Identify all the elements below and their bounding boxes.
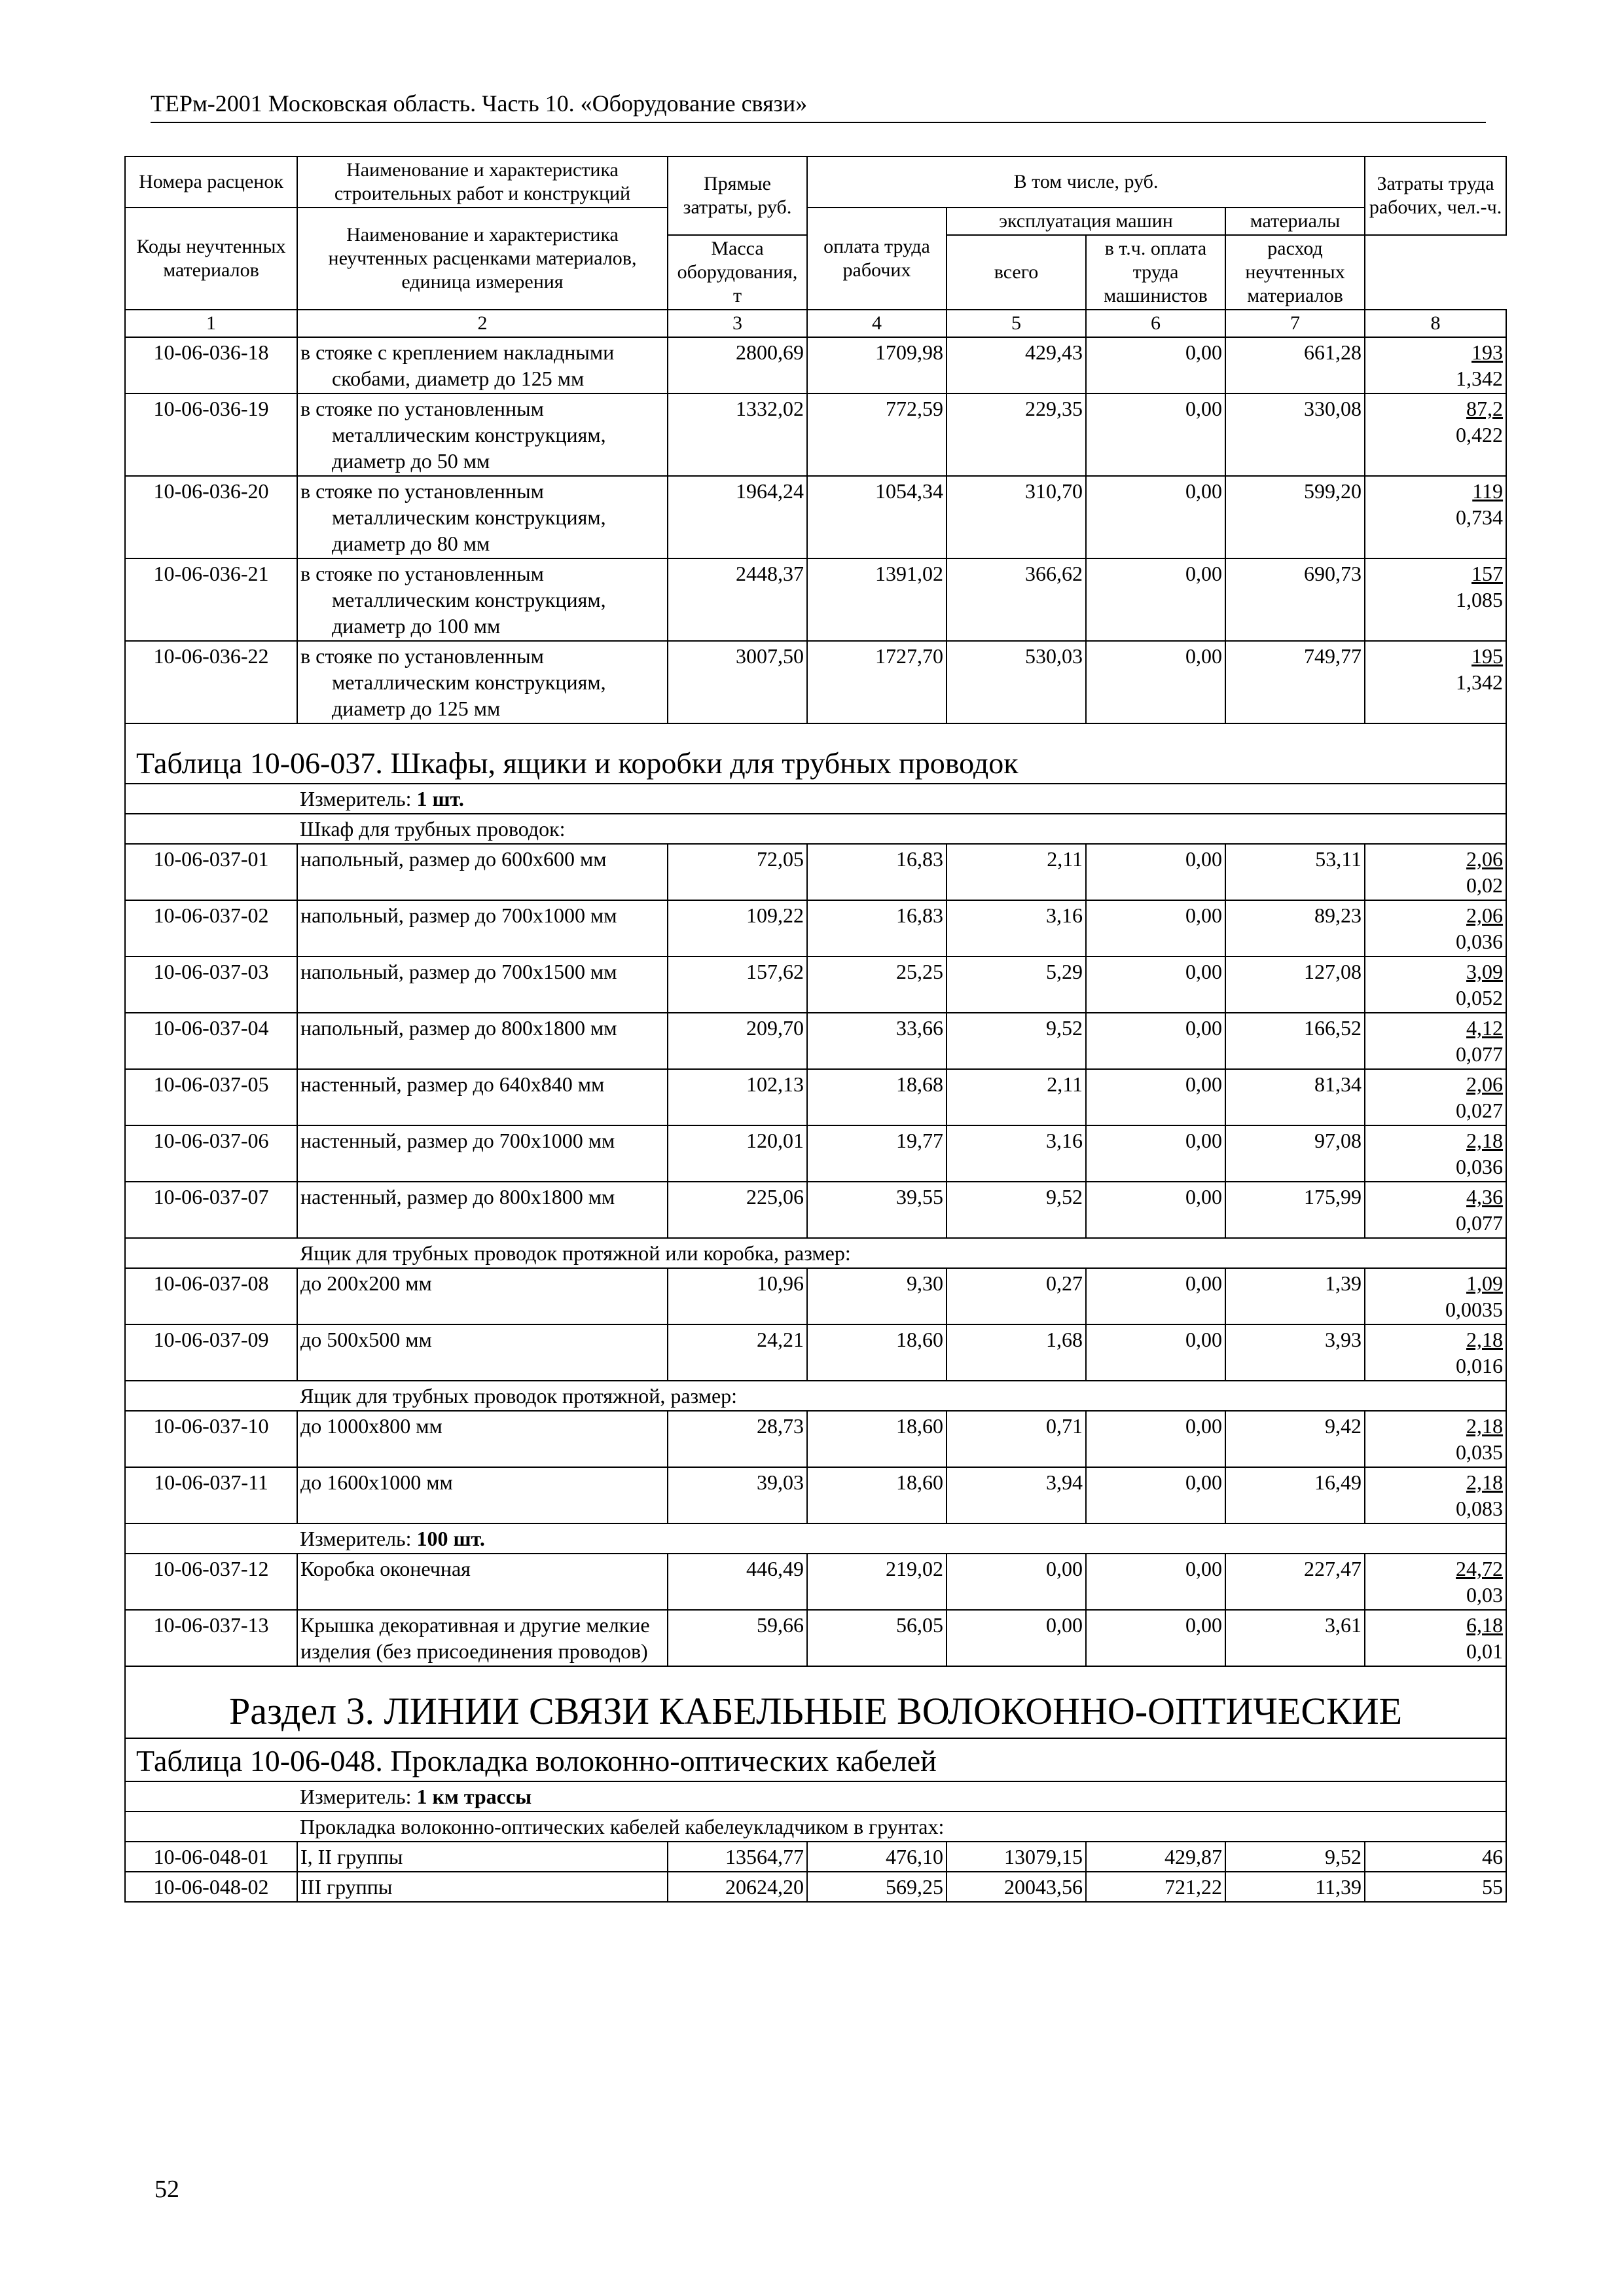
equipment-mass: 0,016	[1456, 1354, 1504, 1377]
col-header-materials: материалы	[1225, 208, 1365, 235]
direct-costs: 28,73	[668, 1411, 807, 1467]
table-037-body-terminal	[125, 1554, 1506, 1666]
labor-hours: 119	[1472, 479, 1504, 503]
driver-pay: 0,00	[1086, 1411, 1225, 1467]
labor-hours-cell	[1365, 957, 1506, 1013]
work-name: I, II группы	[297, 1842, 668, 1872]
rate-code: 10-06-037-08	[125, 1268, 297, 1324]
work-name: до 500х500 мм	[297, 1324, 668, 1381]
page-header: ТЕРм-2001 Московская область. Часть 10. «Оборудование связи»	[151, 90, 1486, 123]
driver-pay: 0,00	[1086, 1069, 1225, 1125]
rate-code: 10-06-036-22	[125, 641, 297, 723]
worker-pay: 18,60	[807, 1411, 947, 1467]
worker-pay: 1054,34	[807, 476, 947, 558]
table-row	[125, 1842, 1506, 1872]
group-heading: Ящик для трубных проводок протяжной или коробка, размер:	[125, 1238, 1506, 1268]
driver-pay: 0,00	[1086, 1467, 1225, 1523]
equipment-mass: 0,036	[1456, 930, 1504, 953]
rate-code: 10-06-037-03	[125, 957, 297, 1013]
machines-total: 9,52	[947, 1182, 1086, 1238]
machines-total: 3,94	[947, 1467, 1086, 1523]
col-number: 7	[1225, 310, 1365, 337]
machines-total: 366,62	[947, 558, 1086, 641]
labor-hours-cell	[1365, 1268, 1506, 1324]
work-name: до 1000х800 мм	[297, 1411, 668, 1467]
labor-hours-cell	[1365, 337, 1506, 393]
col-number: 5	[947, 310, 1086, 337]
machines-total: 0,71	[947, 1411, 1086, 1467]
work-name: напольный, размер до 800х1800 мм	[297, 1013, 668, 1069]
direct-costs: 24,21	[668, 1324, 807, 1381]
worker-pay: 16,83	[807, 900, 947, 957]
labor-hours-cell	[1365, 1125, 1506, 1182]
labor-hours-cell: 46	[1365, 1842, 1506, 1872]
table-row	[125, 1013, 1506, 1069]
materials-cost: 11,39	[1225, 1872, 1365, 1902]
materials-cost: 127,08	[1225, 957, 1365, 1013]
equipment-mass: 0,083	[1456, 1497, 1504, 1520]
equipment-mass: 1,342	[1456, 367, 1504, 390]
driver-pay: 721,22	[1086, 1872, 1225, 1902]
labor-hours-cell: 55	[1365, 1872, 1506, 1902]
work-name: настенный, размер до 700х1000 мм	[297, 1125, 668, 1182]
materials-cost: 175,99	[1225, 1182, 1365, 1238]
labor-hours: 2,06	[1466, 903, 1504, 927]
table-head	[125, 156, 1506, 337]
equipment-mass: 0,422	[1456, 423, 1504, 446]
labor-hours: 4,36	[1466, 1185, 1504, 1209]
materials-cost: 749,77	[1225, 641, 1365, 723]
rate-code: 10-06-037-13	[125, 1610, 297, 1666]
equipment-mass: 0,734	[1456, 505, 1504, 529]
labor-hours-cell	[1365, 1467, 1506, 1523]
col-header-material-codes: Коды неучтенных материалов	[125, 208, 297, 310]
materials-cost: 9,52	[1225, 1842, 1365, 1872]
col-header-rate-numbers: Номера расценок	[125, 156, 297, 208]
machines-total: 2,11	[947, 844, 1086, 900]
machines-total: 13079,15	[947, 1842, 1086, 1872]
labor-hours: 2,06	[1466, 847, 1504, 871]
table-037-body-boxes	[125, 1268, 1506, 1381]
equipment-mass: 1,085	[1456, 588, 1504, 611]
direct-costs: 3007,50	[668, 641, 807, 723]
table-row	[125, 393, 1506, 476]
col-header-material-usage: расход неучтенных материалов	[1225, 235, 1365, 310]
measure-value: 1 км трассы	[416, 1785, 532, 1808]
direct-costs: 209,70	[668, 1013, 807, 1069]
labor-hours-cell	[1365, 1324, 1506, 1381]
machines-total: 429,43	[947, 337, 1086, 393]
table-037-section	[125, 723, 1506, 844]
machines-total: 1,68	[947, 1324, 1086, 1381]
section-3-title: Раздел 3. ЛИНИИ СВЯЗИ КАБЕЛЬНЫЕ ВОЛОКОННО-ОПТИЧЕСКИЕ	[125, 1666, 1506, 1738]
worker-pay: 772,59	[807, 393, 947, 476]
col-header-including: В том числе, руб.	[807, 156, 1365, 208]
measure-unit	[125, 1781, 1506, 1812]
driver-pay: 0,00	[1086, 957, 1225, 1013]
direct-costs: 10,96	[668, 1268, 807, 1324]
labor-hours: 195	[1471, 644, 1504, 668]
driver-pay: 0,00	[1086, 1268, 1225, 1324]
group-heading: Ящик для трубных проводок протяжной, размер:	[125, 1381, 1506, 1411]
equipment-mass: 0,077	[1456, 1042, 1504, 1066]
labor-hours: 2,18	[1466, 1414, 1504, 1438]
rate-code: 10-06-048-02	[125, 1872, 297, 1902]
rate-code: 10-06-037-01	[125, 844, 297, 900]
work-name: настенный, размер до 640х840 мм	[297, 1069, 668, 1125]
machines-total: 530,03	[947, 641, 1086, 723]
work-name: в стояке по установленным металлическим конструкциям, диаметр до 125 мм	[297, 641, 668, 723]
direct-costs: 59,66	[668, 1610, 807, 1666]
labor-hours-cell	[1365, 1411, 1506, 1467]
worker-pay: 56,05	[807, 1610, 947, 1666]
direct-costs: 225,06	[668, 1182, 807, 1238]
direct-costs: 20624,20	[668, 1872, 807, 1902]
labor-hours-cell	[1365, 393, 1506, 476]
equipment-mass: 0,052	[1456, 986, 1504, 1010]
table-row	[125, 844, 1506, 900]
work-name: напольный, размер до 700х1000 мм	[297, 900, 668, 957]
col-header-equipment-mass: Масса оборудования, т	[668, 235, 807, 310]
table-row	[125, 1182, 1506, 1238]
table-037-title: Таблица 10-06-037. Шкафы, ящики и коробки для трубных проводок	[125, 723, 1506, 784]
worker-pay: 16,83	[807, 844, 947, 900]
driver-pay: 0,00	[1086, 1182, 1225, 1238]
labor-hours-cell	[1365, 844, 1506, 900]
driver-pay: 0,00	[1086, 1125, 1225, 1182]
section-3	[125, 1666, 1506, 1842]
worker-pay: 18,60	[807, 1324, 947, 1381]
machines-total: 3,16	[947, 900, 1086, 957]
direct-costs: 157,62	[668, 957, 807, 1013]
table-037-body-cabinets	[125, 844, 1506, 1238]
labor-hours: 6,18	[1466, 1613, 1504, 1637]
direct-costs: 109,22	[668, 900, 807, 957]
worker-pay: 33,66	[807, 1013, 947, 1069]
materials-cost: 166,52	[1225, 1013, 1365, 1069]
labor-hours: 2,06	[1466, 1072, 1504, 1096]
price-table	[124, 156, 1507, 1903]
rate-code: 10-06-037-07	[125, 1182, 297, 1238]
machines-total: 0,00	[947, 1610, 1086, 1666]
equipment-mass: 0,027	[1456, 1099, 1504, 1122]
labor-hours: 2,18	[1466, 1470, 1504, 1494]
labor-hours: 4,12	[1466, 1016, 1504, 1040]
col-header-worker-pay: оплата труда рабочих	[807, 208, 947, 310]
direct-costs: 120,01	[668, 1125, 807, 1182]
rate-code: 10-06-037-10	[125, 1411, 297, 1467]
driver-pay: 0,00	[1086, 1324, 1225, 1381]
labor-hours-cell	[1365, 558, 1506, 641]
work-name: до 1600х1000 мм	[297, 1467, 668, 1523]
driver-pay: 0,00	[1086, 558, 1225, 641]
rate-code: 10-06-037-06	[125, 1125, 297, 1182]
worker-pay: 18,60	[807, 1467, 947, 1523]
table-048-body	[125, 1842, 1506, 1902]
worker-pay: 18,68	[807, 1069, 947, 1125]
work-name: в стояке по установленным металлическим конструкциям, диаметр до 100 мм	[297, 558, 668, 641]
rate-code: 10-06-037-12	[125, 1554, 297, 1610]
group-heading: Прокладка волоконно-оптических кабелей кабелеукладчиком в грунтах:	[125, 1812, 1506, 1842]
table-048-title: Таблица 10-06-048. Прокладка волоконно-оптических кабелей	[125, 1738, 1506, 1781]
work-name: напольный, размер до 700х1500 мм	[297, 957, 668, 1013]
measure-unit	[125, 784, 1506, 814]
col-header-material-name: Наименование и характеристика неучтенных расценками материалов, единица измерения	[297, 208, 668, 310]
driver-pay: 0,00	[1086, 641, 1225, 723]
direct-costs: 2800,69	[668, 337, 807, 393]
equipment-mass: 0,077	[1456, 1211, 1504, 1235]
worker-pay: 39,55	[807, 1182, 947, 1238]
driver-pay: 0,00	[1086, 1554, 1225, 1610]
equipment-mass: 0,03	[1466, 1583, 1504, 1607]
worker-pay: 25,25	[807, 957, 947, 1013]
driver-pay: 429,87	[1086, 1842, 1225, 1872]
direct-costs: 72,05	[668, 844, 807, 900]
col-header-work-name: Наименование и характеристика строительных работ и конструкций	[297, 156, 668, 208]
work-name: настенный, размер до 800х1800 мм	[297, 1182, 668, 1238]
machines-total: 9,52	[947, 1013, 1086, 1069]
worker-pay: 1709,98	[807, 337, 947, 393]
page-number: 52	[154, 2176, 179, 2203]
labor-hours: 24,72	[1456, 1557, 1504, 1580]
measure-label: Измеритель:	[300, 1785, 417, 1808]
col-header-direct-costs: Прямые затраты, руб.	[668, 156, 807, 235]
labor-hours-cell	[1365, 1069, 1506, 1125]
measure-value: 100 шт.	[416, 1527, 485, 1550]
materials-cost: 690,73	[1225, 558, 1365, 641]
work-name: в стояке с креплением накладными скобами, диаметр до 125 мм	[297, 337, 668, 393]
work-name: в стояке по установленным металлическим конструкциям, диаметр до 50 мм	[297, 393, 668, 476]
materials-cost: 9,42	[1225, 1411, 1365, 1467]
table-row	[125, 337, 1506, 393]
table-row	[125, 957, 1506, 1013]
table-row	[125, 1554, 1506, 1610]
materials-cost: 97,08	[1225, 1125, 1365, 1182]
worker-pay: 569,25	[807, 1872, 947, 1902]
machines-total: 0,00	[947, 1554, 1086, 1610]
work-name: III группы	[297, 1872, 668, 1902]
table-row	[125, 1610, 1506, 1666]
direct-costs: 102,13	[668, 1069, 807, 1125]
rate-code: 10-06-037-11	[125, 1467, 297, 1523]
table-row	[125, 1411, 1506, 1467]
work-name: Крышка декоративная и другие мелкие изделия (без присоединения проводов)	[297, 1610, 668, 1666]
rate-code: 10-06-037-04	[125, 1013, 297, 1069]
direct-costs: 2448,37	[668, 558, 807, 641]
worker-pay: 1727,70	[807, 641, 947, 723]
materials-cost: 53,11	[1225, 844, 1365, 900]
equipment-mass: 0,01	[1466, 1639, 1504, 1663]
labor-hours-cell	[1365, 1610, 1506, 1666]
rate-code: 10-06-037-02	[125, 900, 297, 957]
labor-hours-cell	[1365, 900, 1506, 957]
materials-cost: 1,39	[1225, 1268, 1365, 1324]
rate-code: 10-06-036-18	[125, 337, 297, 393]
col-number: 1	[125, 310, 297, 337]
driver-pay: 0,00	[1086, 393, 1225, 476]
equipment-mass: 0,035	[1456, 1440, 1504, 1464]
equipment-mass: 0,036	[1456, 1155, 1504, 1178]
worker-pay: 9,30	[807, 1268, 947, 1324]
labor-hours-cell	[1365, 641, 1506, 723]
materials-cost: 661,28	[1225, 337, 1365, 393]
machines-total: 229,35	[947, 393, 1086, 476]
labor-hours: 87,2	[1466, 397, 1504, 420]
driver-pay: 0,00	[1086, 476, 1225, 558]
table-row	[125, 1268, 1506, 1324]
machines-total: 20043,56	[947, 1872, 1086, 1902]
table-036-body	[125, 337, 1506, 723]
driver-pay: 0,00	[1086, 337, 1225, 393]
materials-cost: 227,47	[1225, 1554, 1365, 1610]
labor-hours-cell	[1365, 1182, 1506, 1238]
direct-costs: 1964,24	[668, 476, 807, 558]
work-name: напольный, размер до 600х600 мм	[297, 844, 668, 900]
rate-code: 10-06-036-19	[125, 393, 297, 476]
group-heading: Шкаф для трубных проводок:	[125, 814, 1506, 844]
materials-cost: 89,23	[1225, 900, 1365, 957]
materials-cost: 16,49	[1225, 1467, 1365, 1523]
col-header-machines-total: всего	[947, 235, 1086, 310]
worker-pay: 476,10	[807, 1842, 947, 1872]
work-name: Коробка оконечная	[297, 1554, 668, 1610]
work-name: до 200х200 мм	[297, 1268, 668, 1324]
table-row	[125, 476, 1506, 558]
driver-pay: 0,00	[1086, 1013, 1225, 1069]
direct-costs: 39,03	[668, 1467, 807, 1523]
materials-cost: 3,93	[1225, 1324, 1365, 1381]
measure-label: Измеритель:	[300, 787, 417, 811]
col-number: 4	[807, 310, 947, 337]
table-row	[125, 1069, 1506, 1125]
direct-costs: 446,49	[668, 1554, 807, 1610]
equipment-mass: 0,0035	[1445, 1298, 1504, 1321]
labor-hours: 1,09	[1466, 1271, 1504, 1295]
materials-cost: 81,34	[1225, 1069, 1365, 1125]
rate-code: 10-06-036-21	[125, 558, 297, 641]
labor-hours-cell	[1365, 1013, 1506, 1069]
worker-pay: 1391,02	[807, 558, 947, 641]
driver-pay: 0,00	[1086, 844, 1225, 900]
table-row	[125, 1467, 1506, 1523]
materials-cost: 330,08	[1225, 393, 1365, 476]
table-row	[125, 1872, 1506, 1902]
rate-code: 10-06-037-05	[125, 1069, 297, 1125]
col-number: 3	[668, 310, 807, 337]
measure-label: Измеритель:	[300, 1527, 417, 1550]
labor-hours: 157	[1471, 562, 1504, 585]
machines-total: 310,70	[947, 476, 1086, 558]
labor-hours: 2,18	[1466, 1328, 1504, 1351]
col-number: 6	[1086, 310, 1225, 337]
rate-code: 10-06-036-20	[125, 476, 297, 558]
col-number: 8	[1365, 310, 1506, 337]
materials-cost: 599,20	[1225, 476, 1365, 558]
driver-pay: 0,00	[1086, 1610, 1225, 1666]
machines-total: 5,29	[947, 957, 1086, 1013]
col-header-machines: эксплуатация машин	[947, 208, 1225, 235]
labor-hours-cell	[1365, 1554, 1506, 1610]
machines-total: 3,16	[947, 1125, 1086, 1182]
table-row	[125, 558, 1506, 641]
direct-costs: 1332,02	[668, 393, 807, 476]
table-row	[125, 1125, 1506, 1182]
col-number: 2	[297, 310, 668, 337]
col-header-labor-hours: Затраты труда рабочих, чел.-ч.	[1365, 156, 1506, 235]
table-row	[125, 1324, 1506, 1381]
equipment-mass: 1,342	[1456, 670, 1504, 694]
worker-pay: 19,77	[807, 1125, 947, 1182]
measure-unit	[125, 1523, 1506, 1554]
direct-costs: 13564,77	[668, 1842, 807, 1872]
table-row	[125, 900, 1506, 957]
worker-pay: 219,02	[807, 1554, 947, 1610]
work-name: в стояке по установленным металлическим конструкциям, диаметр до 80 мм	[297, 476, 668, 558]
equipment-mass: 0,02	[1466, 873, 1504, 897]
driver-pay: 0,00	[1086, 900, 1225, 957]
labor-hours: 193	[1471, 340, 1504, 364]
rate-code: 10-06-037-09	[125, 1324, 297, 1381]
rate-code: 10-06-048-01	[125, 1842, 297, 1872]
machines-total: 2,11	[947, 1069, 1086, 1125]
table-row	[125, 641, 1506, 723]
measure-value: 1 шт.	[416, 787, 464, 811]
materials-cost: 3,61	[1225, 1610, 1365, 1666]
labor-hours: 2,18	[1466, 1129, 1504, 1152]
col-header-driver-pay: в т.ч. оплата труда машинистов	[1086, 235, 1225, 310]
table-037-body-pull-boxes	[125, 1411, 1506, 1523]
machines-total: 0,27	[947, 1268, 1086, 1324]
labor-hours-cell	[1365, 476, 1506, 558]
labor-hours: 3,09	[1466, 960, 1504, 983]
